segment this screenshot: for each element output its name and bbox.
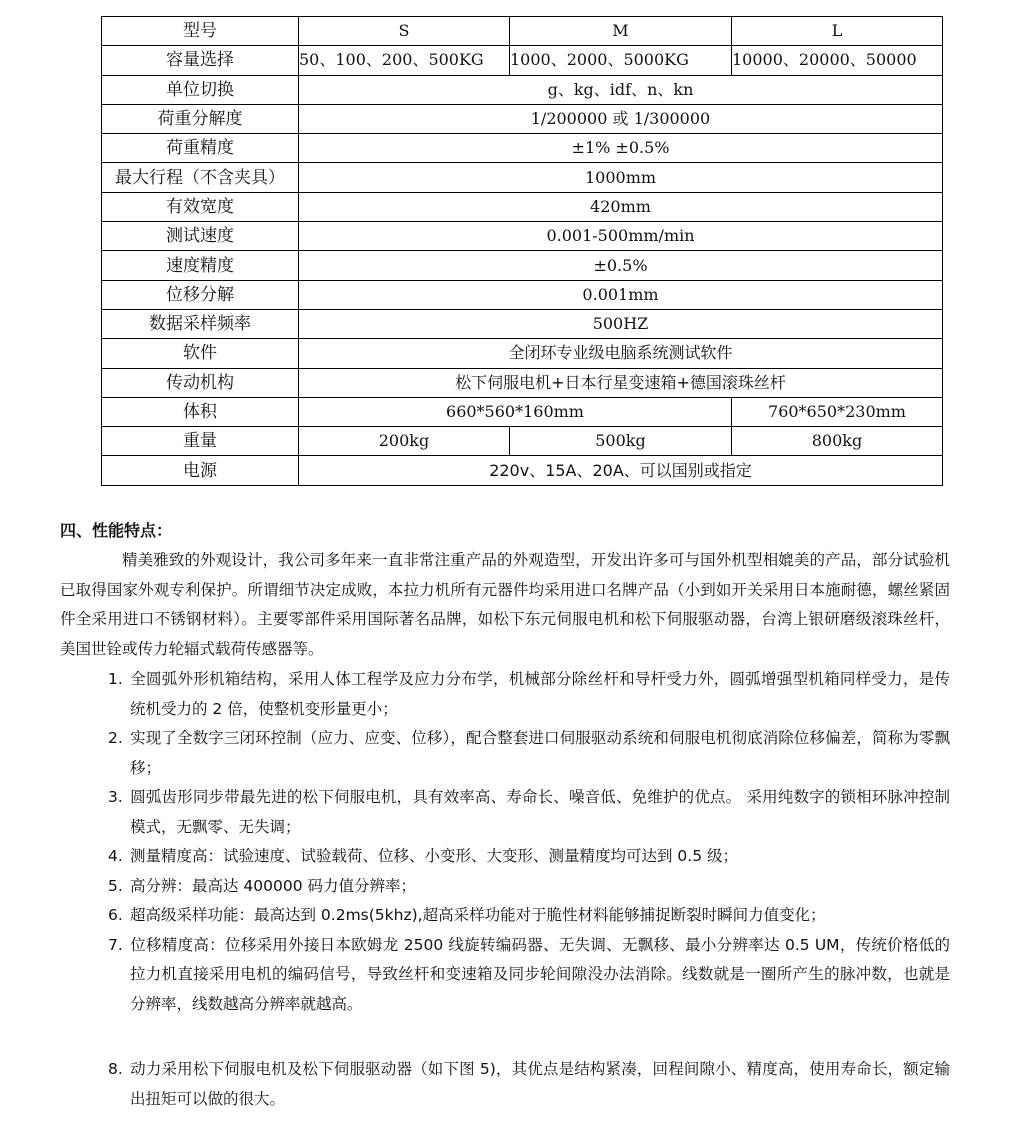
item-text: 测量精度高：试验速度、试验载荷、位移、小变形、大变形、测量精度均可达到 0.5 级；: [130, 847, 739, 865]
capacity-l: 10000、20000、50000: [732, 46, 943, 75]
row-label: 数据采样频率: [102, 309, 299, 338]
power-value: 220v、15A、20A、可以国别或指定: [299, 456, 943, 485]
table-row: [102, 17, 943, 46]
row-label: 容量选择: [102, 46, 299, 75]
displacement-resolution-value: 0.001mm: [299, 280, 943, 309]
table-row: [102, 368, 943, 397]
item-number: 1.: [108, 670, 123, 688]
max-stroke-value: 1000mm: [299, 163, 943, 192]
capacity-m: 1000、2000、5000KG: [510, 46, 732, 75]
feature-list: [108, 665, 950, 1019]
list-item: [108, 1055, 950, 1114]
volume-l: 760*650*230mm: [732, 397, 943, 426]
item-number: 2.: [108, 729, 123, 747]
item-number: 4.: [108, 847, 123, 865]
row-label: 重量: [102, 427, 299, 456]
model-s: S: [299, 17, 510, 46]
table-row: [102, 46, 943, 75]
table-row: [102, 397, 943, 426]
row-label: 有效宽度: [102, 192, 299, 221]
weight-s: 200kg: [299, 427, 510, 456]
row-label: 传动机构: [102, 368, 299, 397]
list-item: [108, 931, 950, 1020]
item-text: 圆弧齿形同步带最先进的松下伺服电机，具有效率高、寿命长、噪音低、免维护的优点。 采用纯数字的锁相环脉冲控制模式，无飘零、无失调；: [130, 788, 950, 836]
load-resolution-value: 1/200000 或 1/300000: [299, 104, 943, 133]
effective-width-value: 420mm: [299, 192, 943, 221]
test-speed-value: 0.001-500mm/min: [299, 222, 943, 251]
table-row: [102, 309, 943, 338]
weight-l: 800kg: [732, 427, 943, 456]
row-label: 软件: [102, 339, 299, 368]
list-item: [108, 901, 950, 931]
row-label: 荷重精度: [102, 134, 299, 163]
item-text: 全圆弧外形机箱结构，采用人体工程学及应力分布学，机械部分除丝杆和导杆受力外，圆弧增强型机箱同样受力，是传统机受力的 2 倍，使整机变形量更小；: [130, 670, 950, 718]
table-row: [102, 456, 943, 485]
row-label: 速度精度: [102, 251, 299, 280]
table-row: [102, 251, 943, 280]
list-item: [108, 724, 950, 783]
intro-paragraph: 精美雅致的外观设计，我公司多年来一直非常注重产品的外观造型，开发出许多可与国外机型相媲美的产品，部分试验机已取得国家外观专利保护。所谓细节决定成败，本拉力机所有元器件均采用进口名牌产品（小到如开关采用日本施耐德，螺丝紧固件全采用进口不锈钢材料）。主要零部件采用国际著名品牌，如松下东元伺服电机和松下伺服驱动器，台湾上银研磨级滚珠丝杆，美国世铨或传力轮辐式载荷传感器等。: [60, 551, 950, 658]
table-row: [102, 222, 943, 251]
volume-sm: 660*560*160mm: [299, 397, 732, 426]
model-l: L: [732, 17, 943, 46]
item-number: 5.: [108, 876, 123, 895]
list-item: [108, 842, 950, 872]
table-row: [102, 280, 943, 309]
item-number: 7.: [108, 935, 123, 954]
item-number: 6.: [108, 906, 123, 924]
capacity-s: 50、100、200、500KG: [299, 46, 510, 75]
row-label: 电源: [102, 456, 299, 485]
table-row: [102, 427, 943, 456]
units-value: g、kg、idf、n、kn: [299, 75, 943, 104]
row-label: 单位切换: [102, 75, 299, 104]
list-item: [108, 872, 950, 902]
load-accuracy-value: ±1% ±0.5%: [299, 134, 943, 163]
table-row: [102, 339, 943, 368]
list-item: [108, 783, 950, 842]
row-label: 体积: [102, 397, 299, 426]
item-text: 位移精度高：位移采用外接日本欧姆龙 2500 线旋转编码器、无失调、无飘移、最小分辨率达 0.5 UM，传统价格低的拉力机直接采用电机的编码信号，导致丝杆和变速箱及同步轮间隙没办法消除。线数就是一圈所产生的脉冲数，也就是分辨率，线数越高分辨率就越高。: [130, 935, 950, 1013]
item-number: 8.: [108, 1060, 123, 1078]
item-text: 实现了全数字三闭环控制（应力、应变、位移），配合整套进口伺服驱动系统和伺服电机彻底消除位移偏差，简称为零飘移；: [130, 729, 950, 777]
table-row: [102, 192, 943, 221]
software-value: 全闭环专业级电脑系统测试软件: [299, 339, 943, 368]
model-m: M: [510, 17, 732, 46]
table-row: [102, 75, 943, 104]
feature-list-continued: [108, 1055, 950, 1114]
speed-accuracy-value: ±0.5%: [299, 251, 943, 280]
sampling-rate-value: 500HZ: [299, 309, 943, 338]
row-label: 位移分解: [102, 280, 299, 309]
item-text: 超高级采样功能：最高达到 0.2ms(5khz),超高采样功能对于脆性材料能够捕捉断裂时瞬间力值变化；: [130, 906, 826, 924]
drive-value: 松下伺服电机+日本行星变速箱+德国滚珠丝杆: [299, 368, 943, 397]
item-text: 高分辨：最高达 400000 码力值分辨率；: [130, 876, 417, 895]
row-label: 型号: [102, 17, 299, 46]
item-text: 动力采用松下伺服电机及松下伺服驱动器（如下图 5)，其优点是结构紧凑，回程间隙小、精度高，使用寿命长，额定输出扭矩可以做的很大。: [130, 1060, 950, 1108]
list-item: [108, 665, 950, 724]
row-label: 最大行程（不含夹具）: [102, 163, 299, 192]
table-row: [102, 104, 943, 133]
spec-table: [101, 16, 943, 486]
table-row: [102, 134, 943, 163]
weight-m: 500kg: [510, 427, 732, 456]
item-number: 3.: [108, 788, 123, 806]
row-label: 测试速度: [102, 222, 299, 251]
row-label: 荷重分解度: [102, 104, 299, 133]
section-heading: 四、性能特点：: [60, 521, 173, 540]
table-row: [102, 163, 943, 192]
